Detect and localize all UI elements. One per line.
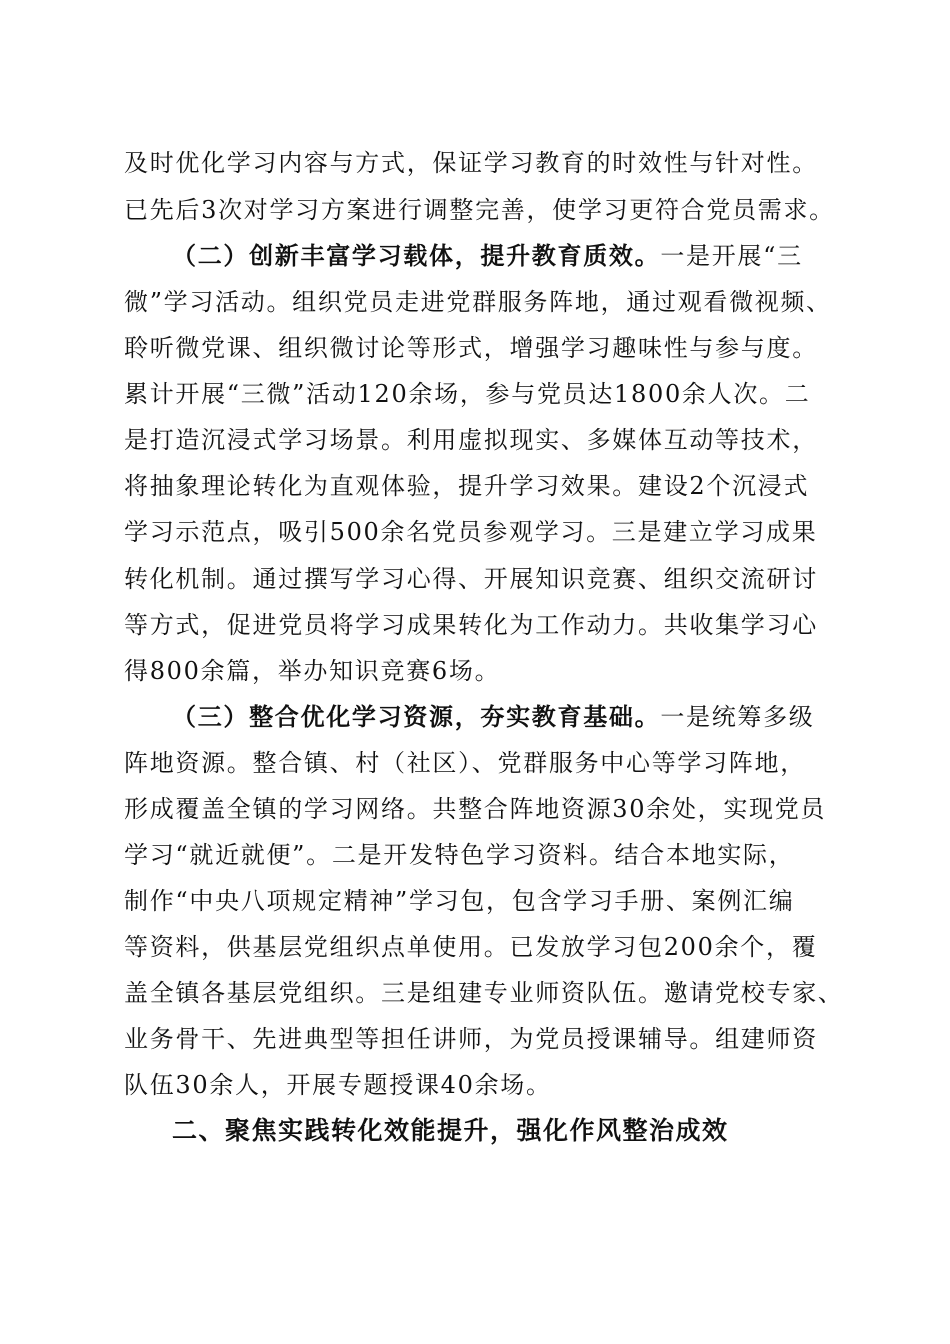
text-line: 聆听微党课、组织微讨论等形式，增强学习趣味性与参与度。 <box>124 334 818 362</box>
text-line: 转化机制。通过撰写学习心得、开展知识竞赛、组织交流研讨 <box>124 565 818 593</box>
text-line: 队伍30余人，开展专题授课40余场。 <box>124 1071 552 1099</box>
text-line: 学习示范点，吸引500余名党员参观学习。三是建立学习成果 <box>124 518 818 546</box>
text-line: 微”学习活动。组织党员走进党群服务阵地，通过观看微视频、 <box>124 288 832 316</box>
text-line: 是打造沉浸式学习场景。利用虚拟现实、多媒体互动等技术， <box>124 426 818 454</box>
text-line: 业务骨干、先进典型等担任讲师，为党员授课辅导。组建师资 <box>124 1025 818 1053</box>
text-line: 学习“就近就便”。二是开发特色学习资料。结合本地实际， <box>124 841 795 869</box>
text-line: 及时优化学习内容与方式，保证学习教育的时效性与针对性。 <box>124 149 818 177</box>
text-line: 等资料，供基层党组织点单使用。已发放学习包200余个，覆 <box>124 933 818 961</box>
paragraph-3-first-line <box>172 702 892 732</box>
text-line: 已先后3次对学习方案进行调整完善，使学习更符合党员需求。 <box>124 196 835 224</box>
paragraph-2-first-line <box>172 241 892 271</box>
paragraph-2-text: 一是开展“三 <box>660 242 803 270</box>
text-line: 将抽象理论转化为直观体验，提升学习效果。建设2个沉浸式 <box>124 472 810 500</box>
paragraph-2-heading: （二）创新丰富学习载体，提升教育质效。 <box>172 241 661 270</box>
text-line: 得800余篇，举办知识竞赛6场。 <box>124 657 501 685</box>
text-line: 形成覆盖全镇的学习网络。共整合阵地资源30余处，实现党员 <box>124 795 827 823</box>
section-heading: 二、聚焦实践转化效能提升，强化作风整治成效 <box>172 1116 729 1145</box>
text-line: 阵地资源。整合镇、村（社区）、党群服务中心等学习阵地， <box>124 749 806 777</box>
text-line: 等方式，促进党员将学习成果转化为工作动力。共收集学习心 <box>124 611 818 639</box>
paragraph-3-text: 一是统筹多级 <box>660 703 815 731</box>
text-line: 累计开展“三微”活动120余场，参与党员达1800余人次。二 <box>124 380 811 408</box>
text-line: 制作“中央八项规定精神”学习包，包含学习手册、案例汇编 <box>124 887 795 915</box>
paragraph-3-heading: （三）整合优化学习资源，夯实教育基础。 <box>172 702 661 731</box>
text-line: 盖全镇各基层党组织。三是组建专业师资队伍。邀请党校专家、 <box>124 979 844 1007</box>
